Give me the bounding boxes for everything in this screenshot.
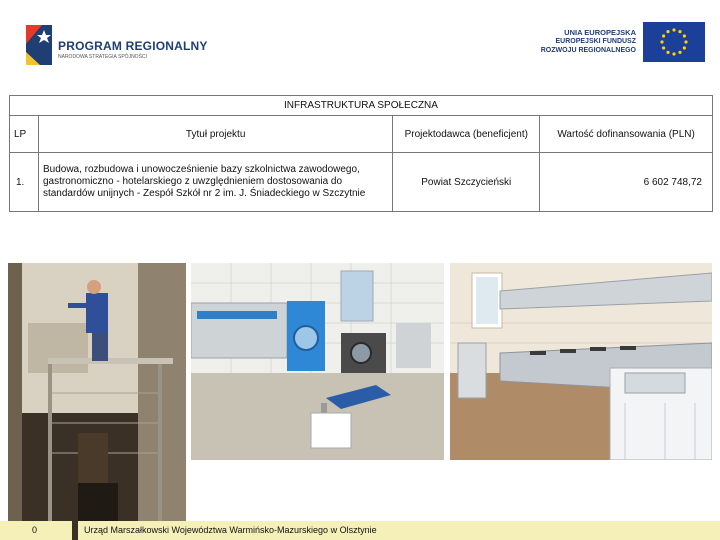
footer-text: Urząd Marszałkowski Województwa Warmińsko-Mazurskiego w Olsztynie: [84, 525, 377, 535]
projects-table: [9, 95, 713, 212]
row-beneficiary: Powiat Szczycieński: [393, 153, 540, 212]
eu-line-3: ROZWOJU REGIONALNEGO: [540, 47, 636, 54]
column-header-title: Tytuł projektu: [38, 116, 392, 153]
eu-line-2: EUROPEJSKI FUNDUSZ: [555, 38, 636, 45]
row-value: 6 602 748,72: [540, 153, 713, 212]
laundry-photo: [191, 263, 444, 460]
program-logo-icon: [22, 22, 56, 68]
eu-line-1: UNIA EUROPEJSKA: [564, 28, 636, 37]
table-heading: INFRASTRUKTURA SPOŁECZNA: [10, 96, 713, 116]
page-number-box: [0, 521, 72, 540]
column-header-beneficiary: Projektodawca (beneficjent): [393, 116, 540, 153]
program-title: PROGRAM REGIONALNY: [58, 39, 208, 53]
program-regionalny-logo: [22, 22, 212, 68]
eu-logo: [530, 22, 710, 64]
kitchen-photo: [450, 263, 712, 460]
row-lp: 1.: [10, 153, 39, 212]
footer-bar: [78, 521, 720, 540]
page-number: 0: [32, 525, 38, 535]
table-row: [10, 153, 713, 212]
program-subtitle: NARODOWA STRATEGIA SPÓJNOŚCI: [58, 54, 147, 60]
construction-photo: [8, 263, 186, 540]
row-title: Budowa, rozbudowa i unowocześnienie bazy szkolnictwa zawodowego, gastronomiczno - hotelarskiego z uwzględnieniem dostosowania do standardów unijnych - Zespół Szkół nr 2 im. J. Śniadeckiego w Szczytnie: [38, 153, 392, 212]
eu-flag-icon: [643, 22, 705, 62]
column-header-lp: LP: [10, 116, 39, 153]
eu-text: [530, 28, 636, 55]
table-header-row: [10, 116, 713, 153]
column-header-value: Wartość dofinansowania (PLN): [540, 116, 713, 153]
